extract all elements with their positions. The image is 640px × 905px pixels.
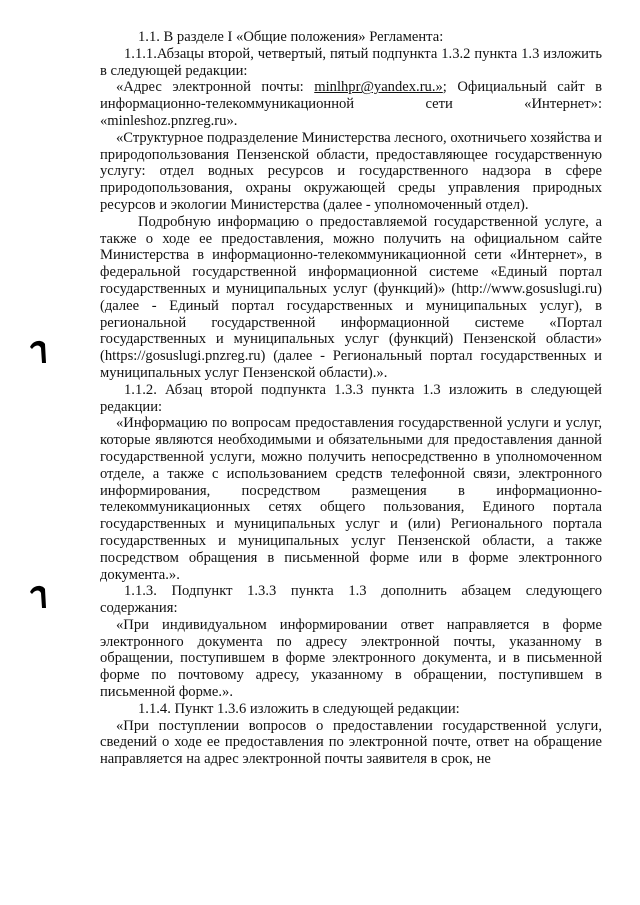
paragraph-email-questions: «При поступлении вопросов о предоставлении государственной услуги, сведений о ходе ее предоставления по электронной почте, ответ на обращение направляется на адрес электронной почты заявителя в срок, не xyxy=(100,717,602,768)
paragraph-1-1-3: 1.1.3. Подпункт 1.3.3 пункта 1.3 дополнить абзацем следующего содержания: xyxy=(100,583,602,617)
binding-hole-mark-icon xyxy=(27,338,49,364)
paragraph-contacts xyxy=(100,79,602,129)
document-body xyxy=(100,29,602,768)
paragraph-1-1-1: 1.1.1.Абзацы второй, четвертый, пятый подпункта 1.3.2 пункта 1.3 изложить в следующей редакции: xyxy=(100,45,602,79)
binding-hole-mark-icon xyxy=(27,583,49,609)
paragraph-info-questions: «Информацию по вопросам предоставления государственной услуги и услуг, которые являются необходимыми и обязательными для предоставления данной государственной услуги, можно получить непосредственно в уполномоченном отделе, а также с использованием средств телефонной связи, электронного информирования, посредством размещения в информационно-телекоммуникационных сетях общего пользования, Единого портала государственных и муниципальных услуг и (или) Регионального портала государственных и муниципальных услуг Пензенской области, а также посредством обращения в письменной форме или в форме электронного документа.». xyxy=(100,415,602,583)
email-suffix: ; Официальный сайт в информационно-телекоммуникационной сети «Интернет»: «minleshoz.pnzreg.ru». xyxy=(100,79,602,129)
email-address: minlhpr@yandex.ru.» xyxy=(314,79,443,96)
paragraph-1-1: 1.1. В разделе I «Общие положения» Регламента: xyxy=(138,29,444,45)
paragraph-structural-unit: «Структурное подразделение Министерства лесного, охотничьего хозяйства и природопользования Пензенской области, предоставляющее государственную услугу: отдел водных ресурсов и государственного надзора в сфере природопользования, охраны окружающей среды управления природных ресурсов и экологии Министерства (далее - уполномоченный отдел). xyxy=(100,129,602,213)
email-prefix: «Адрес электронной почты: xyxy=(116,79,315,96)
paragraph-1-1-2: 1.1.2. Абзац второй подпункта 1.3.3 пункта 1.3 изложить в следующей редакции: xyxy=(100,381,602,415)
paragraph-individual-info: «При индивидуальном информировании ответ направляется в форме электронного документа по адресу электронной почты, указанному в обращении, поступившем в форме электронного документа, и в письменной форме по почтовому адресу, указанному в обращении, поступившем в письменной форме.». xyxy=(100,616,602,701)
paragraph-detailed-info: Подробную информацию о предоставляемой государственной услуге, а также о ходе ее предоставления, можно получить на официальном сайте Министерства в информационно-телекоммуникационной сети «Интернет», в федеральной государственной информационной системе «Единый портал государственных и муниципальных услуг (функций)» (http://www.gosuslugi.ru) (далее - Единый портал государственных и муниципальных услуг), в региональной государственной информационной системе «Портал государственных и муниципальных услуг (функций) Пензенской области» (https://gosuslugi.pnzreg.ru) (далее - Региональный портал государственных и муниципальных услуг Пензенской области).». xyxy=(100,213,602,381)
paragraph-1-1-4: 1.1.4. Пункт 1.3.6 изложить в следующей редакции: xyxy=(138,700,460,717)
